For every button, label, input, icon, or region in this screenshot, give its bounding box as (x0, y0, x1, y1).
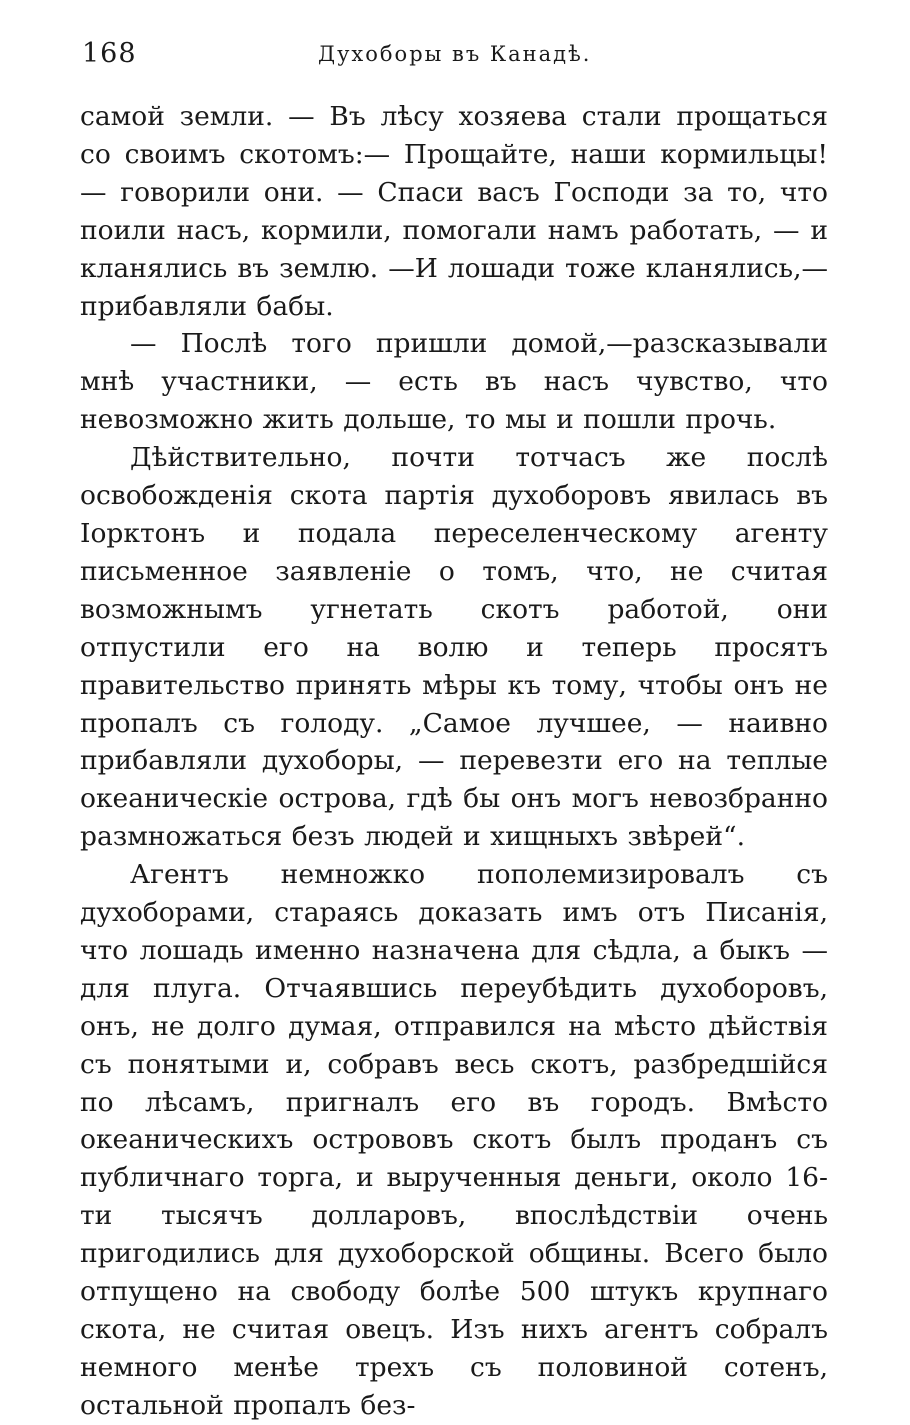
paragraph-2: — Послѣ того пришли домой,—разсказывали мнѣ участники, — есть въ насъ чувство, что невозможно жить дольше, то мы и пошли прочь. (80, 328, 828, 436)
body-text (80, 98, 828, 1425)
running-title: Духоборы въ Канадѣ. (318, 42, 592, 66)
running-header (80, 38, 830, 78)
paragraph-1: самой земли. — Въ лѣсу хозяева стали прощаться со своимъ скотомъ:— Прощайте, наши кормильцы! — говорили они. — Спаси васъ Господи за то, что поили насъ, кормили, помогали намъ работать, — и кланялись въ землю. —И лошади тоже кланялись,— прибавляли бабы. (80, 101, 828, 322)
page-number: 168 (82, 38, 137, 69)
paragraph-4: Агентъ немножко пополемизировалъ съ духоборами, стараясь доказать имъ отъ Писанія, что лошадь именно назначена для сѣдла, а быкъ — для плуга. Отчаявшись переубѣдить духоборовъ, онъ, не долго думая, отправился на мѣсто дѣйствія съ понятыми и, собравъ весь скотъ, разбредшійся по лѣсамъ, пригналъ его въ городъ. Вмѣсто океаническихъ острововъ скотъ былъ проданъ съ публичнаго торга, и вырученныя деньги, около 16-ти тысячъ долларовъ, впослѣдствіи очень пригодились для духоборской общины. Всего было отпущено на свободу болѣе 500 штукъ крупнаго скота, не считая овецъ. Изъ нихъ агентъ собралъ немного менѣе трехъ съ половиной сотенъ, остальной пропалъ без- (80, 859, 828, 1421)
paragraph-3: Дѣйствительно, почти тотчасъ же послѣ освобожденія скота партія духоборовъ явилась въ Іорктонъ и подала переселенческому агенту письменное заявленіе о томъ, что, не считая возможнымъ угнетать скотъ работой, они отпустили его на волю и теперь просятъ правительство принять мѣры къ тому, чтобы онъ не пропалъ съ голоду. „Самое лучшее, — наивно прибавляли духоборы, — перевезти его на теплые океаническіе острова, гдѣ бы онъ могъ невозбранно размножаться безъ людей и хищныхъ звѣрей“. (80, 442, 828, 853)
